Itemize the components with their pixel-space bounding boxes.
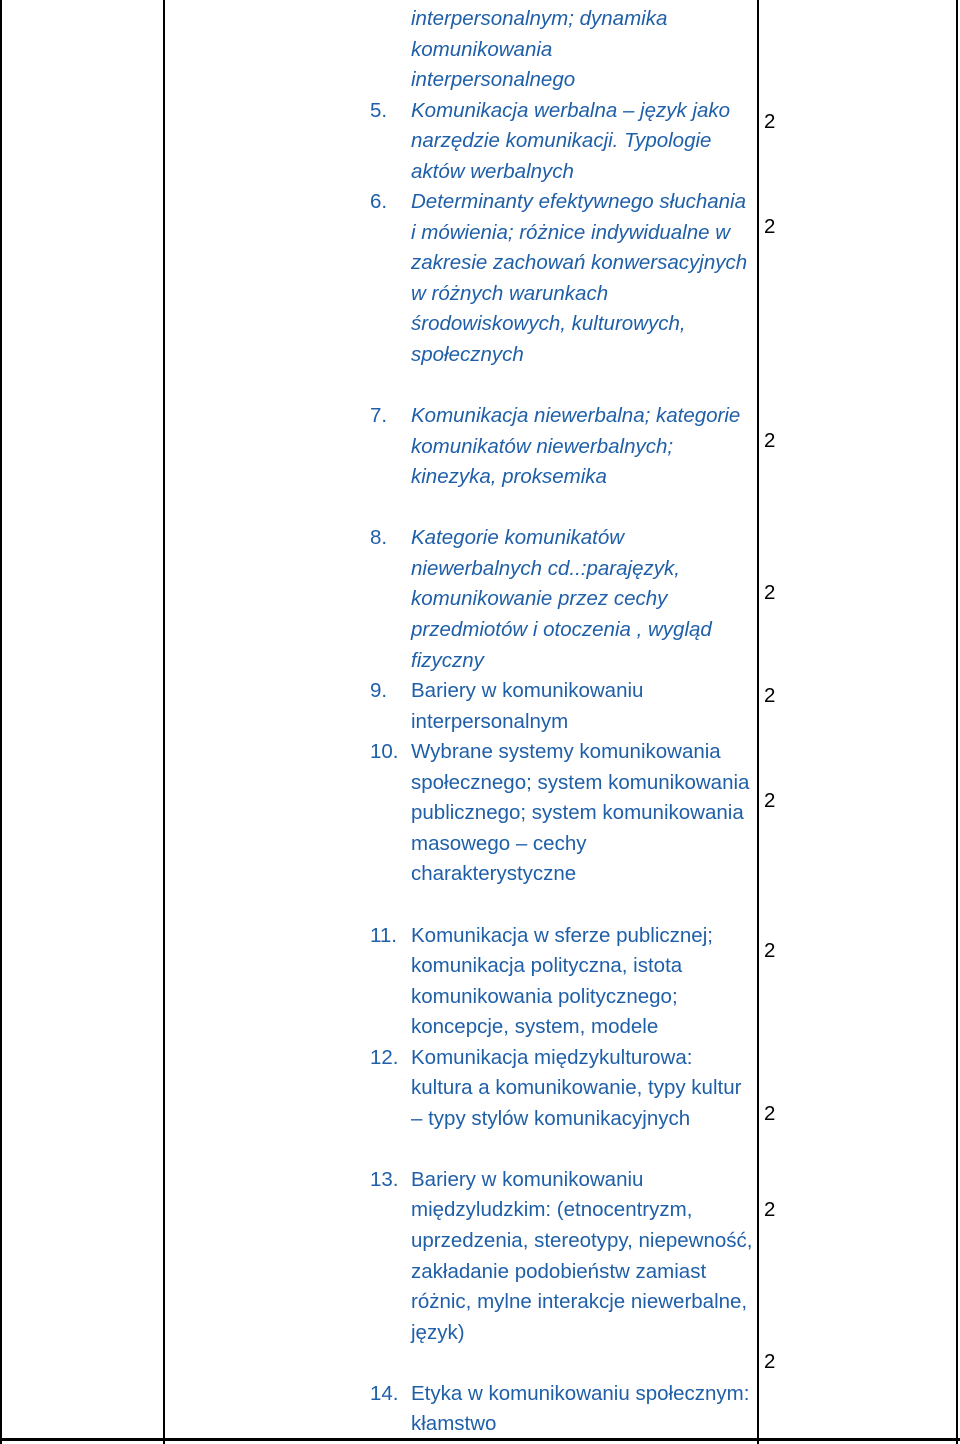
topic-number: 6. [370,190,388,214]
topic-item-12 [370,1043,755,1135]
hours-value: 2 [764,1198,776,1221]
hours-value: 2 [764,939,776,962]
topic-number: 12. [370,1045,399,1069]
table-border-left [0,0,2,1444]
topic-number: 10. [370,740,399,764]
topic-item-7 [370,401,755,493]
topic-text: Kategorie komunikatów niewerbalnych cd..:parajęzyk, komunikowanie przez cechy przedmiotów i otoczenia , wygląd fizyczny [411,526,712,672]
column-divider-2 [757,0,759,1444]
hours-value: 2 [764,684,776,707]
topic-number: 11. [370,923,397,947]
topic-number: 8. [370,526,388,550]
topic-number: 13. [370,1167,399,1191]
topic-item-9 [370,676,755,737]
topic-text: Wybrane systemy komunikowania społecznego; system komunikowania publicznego; system komunikowania masowego – cechy charakterystyczne [411,740,750,886]
continuation-line: interpersonalnym; dynamika [411,7,668,30]
topic-text: Bariery w komunikowaniu międzyludzkim: (etnocentryzm, uprzedzenia, stereotypy, niepewność, zakładanie podobieństw zamiast różnic, mylne interakcje niewerbalne, język) [411,1167,753,1344]
continuation-line: komunikowania [411,37,553,61]
hours-value: 2 [764,110,776,133]
topic-text: Komunikacja międzykulturowa: kultura a komunikowanie, typy kultur – typy stylów komunikacyjnych [411,1045,742,1130]
topic-number: 14. [370,1381,399,1405]
table-border-right [956,0,958,1444]
topic-number: 7. [370,404,388,428]
topic-item-8 [370,523,755,676]
topic-item-10 [370,737,755,890]
topic-text: Bariery w komunikowaniu interpersonalnym [411,679,644,733]
hours-value: 2 [764,581,776,604]
topic-number: 9. [370,679,388,703]
hours-value: 2 [764,215,776,238]
continuation-line: interpersonalnego [411,68,576,92]
hours-value: 2 [764,789,776,812]
topic-item-13 [370,1165,755,1348]
hours-value: 2 [764,1350,776,1373]
hours-value: 2 [764,429,776,452]
topic-item-5 [370,96,755,188]
topic-text: Komunikacja werbalna – język jako narzędzie komunikacji. Typologie aktów werbalnych [411,98,731,183]
topic-text: Komunikacja niewerbalna; kategorie komunikatów niewerbalnych; kinezyka, proksemika [411,404,741,489]
topic-item-11 [370,921,755,1043]
topic-item-14 [370,1379,755,1440]
topic-number: 5. [370,98,388,122]
topic-text: Komunikacja w sferze publicznej; komunikacja polityczna, istota komunikowania politycznego; koncepcje, system, modele [411,923,713,1039]
column-divider-1 [163,0,165,1444]
topic-text: Etyka w komunikowaniu społecznym: kłamstwo [411,1381,750,1436]
hours-value: 2 [764,1102,776,1125]
topic-text: Determinanty efektywnego słuchania i mówienia; różnice indywidualne w zakresie zachowań konwersacyjnych w różnych warunkach środowiskowych, kulturowych, społecznych [411,190,748,367]
topic-item-6 [370,187,755,370]
